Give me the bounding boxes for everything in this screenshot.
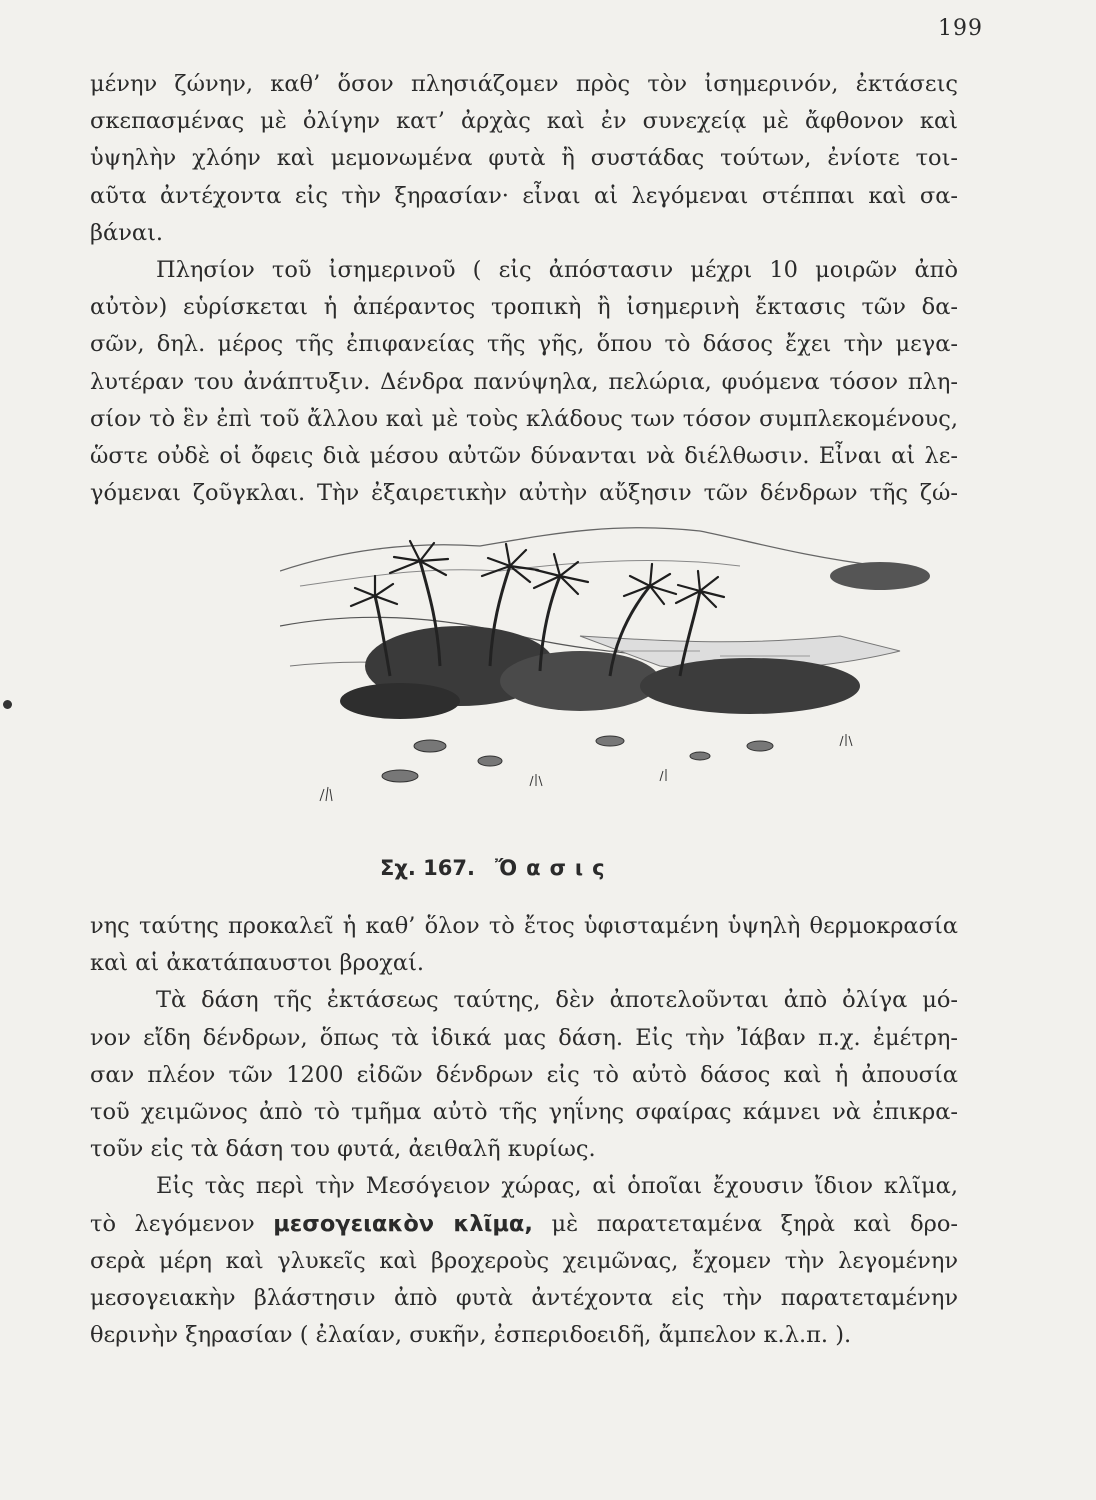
text-fragment: μὲ παρατεταμένα ξηρὰ καὶ δρο- <box>551 1210 958 1237</box>
text-line: αὐτὸν) εὑρίσκεται ἡ ἀπέραντος τροπικὴ ἢ ἰσημερινὴ ἔκτασις τῶν δα- <box>90 294 958 321</box>
text-line: Πλησίον τοῦ ἰσημερινοῦ ( εἰς ἀπόστασιν μέχρι 10 μοιρῶν ἀπὸ <box>156 256 958 283</box>
figure-number: Σχ. 167. <box>380 856 475 880</box>
text-line <box>90 1206 958 1243</box>
text-line: ὑψηλὴν χλόην καὶ μεμονωμένα φυτὰ ἢ συστάδας τούτων, ἐνίοτε τοι- <box>90 145 958 172</box>
text-line: Τὰ δάση τῆς ἐκτάσεως ταύτης, δὲν ἀποτελοῦνται ἀπὸ ὀλίγα μό- <box>156 987 958 1014</box>
body-text-top <box>90 66 958 512</box>
text-line: αῦτα ἀντέχοντα εἰς τὴν ξηρασίαν· εἶναι αἱ λεγόμεναι στέππαι καὶ σα- <box>90 182 958 209</box>
text-line: μεσογειακὴν βλάστησιν ἀπὸ φυτὰ ἀντέχοντα εἰς τὴν παρατεταμένην <box>90 1284 958 1311</box>
text-line: νης ταύτης προκαλεῖ ἡ καθ’ ὅλον τὸ ἔτος ὑφισταμένη ὑψηλὴ θερμοκρασία <box>90 913 958 939</box>
text-line: τοῦ χειμῶνος ἀπὸ τὸ τμῆμα αὐτὸ τῆς γηΐνης σφαίρας κάμνει νὰ ἐπικρα- <box>90 1098 958 1125</box>
text-fragment: τὸ λεγόμενον <box>90 1210 255 1237</box>
text-line: τοῦν εἰς τὰ δάση του φυτά, ἀειθαλῆ κυρίως. <box>90 1136 596 1163</box>
text-line: καὶ αἱ ἀκατάπαυστοι βροχαί. <box>90 950 425 977</box>
text-line: σῶν, δηλ. μέρος τῆς ἐπιφανείας τῆς γῆς, ὅπου τὸ δάσος ἔχει τὴν μεγα- <box>90 331 958 358</box>
text-line: Εἰς τὰς περὶ τὴν Μεσόγειον χώρας, αἱ ὁποῖαι ἔχουσιν ἴδιον κλῖμα, <box>156 1173 958 1200</box>
figure-caption <box>380 856 880 880</box>
page-number: 199 <box>938 16 983 41</box>
key-term-mediterranean-climate: μεσογειακὸν κλῖμα, <box>273 1210 533 1237</box>
margin-dot <box>3 700 12 709</box>
oasis-illustration <box>280 516 980 816</box>
text-line: ὥστε οὐδὲ οἱ ὄφεις διὰ μέσου αὐτῶν δύνανται νὰ διέλθωσιν. Εἶναι αἱ λε- <box>90 442 958 469</box>
text-line: λυτέραν του ἀνάπτυξιν. Δένδρα πανύψηλα, πελώρια, φυόμενα τόσον πλη- <box>90 368 958 395</box>
text-line: μένην ζώνην, καθ’ ὅσον πλησιάζομεν πρὸς τὸν ἰσημερινόν, ἐκτάσεις <box>90 71 958 97</box>
text-line: σίον τὸ ἓν ἐπὶ τοῦ ἄλλου καὶ μὲ τοὺς κλάδους των τόσον συμπλεκομένους, <box>90 405 958 432</box>
figure-title: Ὄασις <box>495 856 614 880</box>
text-line: γόμεναι ζοῦγκλαι. Τὴν ἐξαιρετικὴν αὐτὴν αὔξησιν τῶν δένδρων τῆς ζώ- <box>90 480 958 507</box>
text-line: θερινὴν ξηρασίαν ( ἐλαίαν, συκῆν, ἐσπεριδοειδῆ, ἄμπελον κ.λ.π. ). <box>90 1322 852 1349</box>
body-text-bottom <box>90 908 958 1354</box>
text-line: νον εἴδη δένδρων, ὅπως τὰ ἰδικά μας δάση. Εἰς τὴν Ἰάβαν π.χ. ἐμέτρη- <box>90 1024 958 1051</box>
text-line: σκεπασμένας μὲ ὀλίγην κατ’ ἀρχὰς καὶ ἐν συνεχείᾳ μὲ ἄφθονον καὶ <box>90 108 958 135</box>
text-line: βάναι. <box>90 219 164 246</box>
text-line: σαν πλέον τῶν 1200 εἰδῶν δένδρων εἰς τὸ αὐτὸ δάσος καὶ ἡ ἀπουσία <box>90 1061 958 1088</box>
text-line: σερὰ μέρη καὶ γλυκεῖς καὶ βροχεροὺς χειμῶνας, ἔχομεν τὴν λεγομένην <box>90 1247 958 1274</box>
